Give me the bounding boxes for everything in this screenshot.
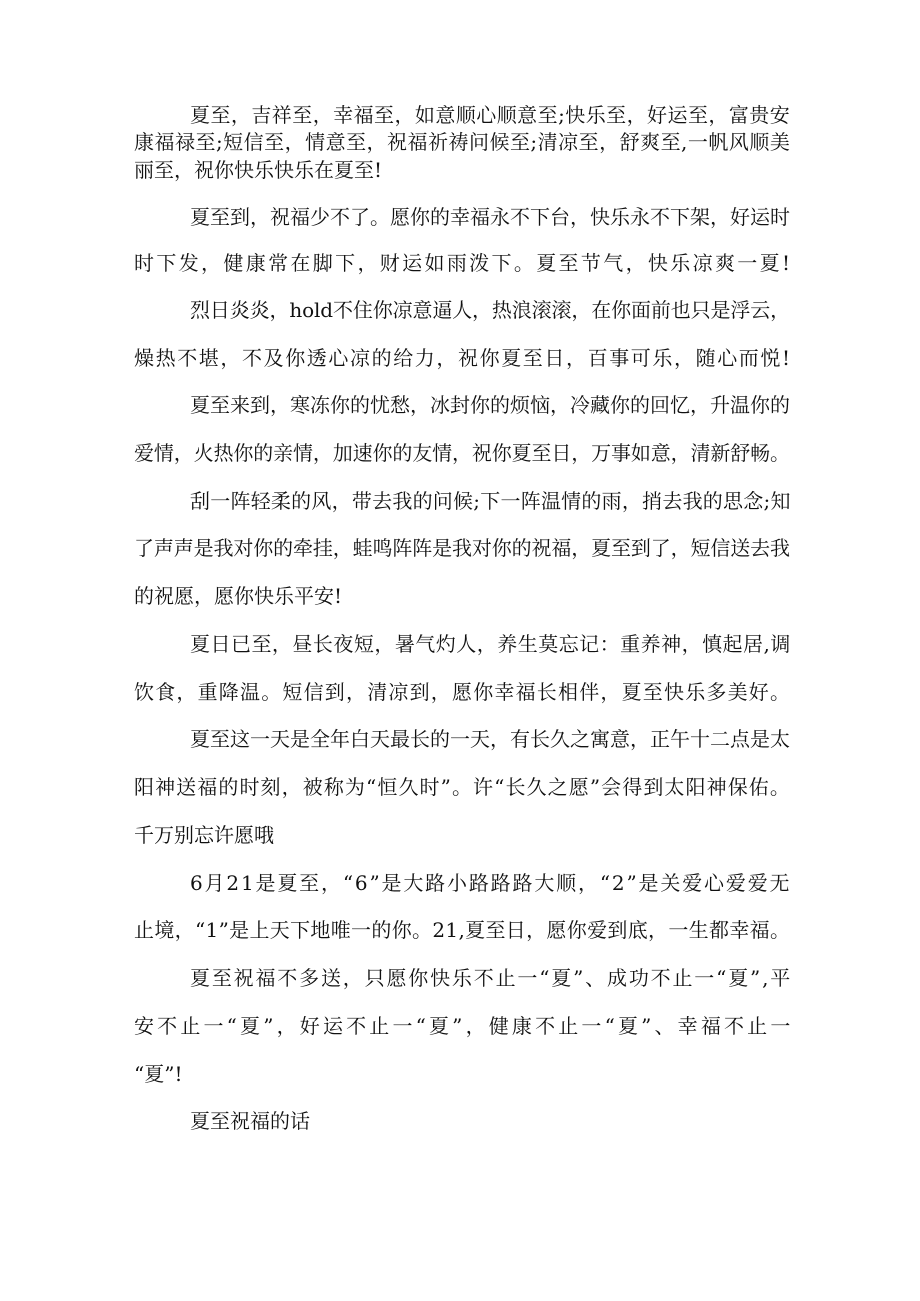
paragraph-8-line-1: 6月21是夏至，“6”是大路小路路路大顺，“2”是关爱心爱爱无	[190, 871, 792, 895]
paragraph-7-line-2: 阳神送福的时刻，被称为“恒久时”。许“长久之愿”会得到太阳神保佑。	[134, 775, 791, 799]
paragraph-5-line-2: 了声声是我对你的牵挂，蛙鸣阵阵是我对你的祝福，夏至到了，短信送去我	[134, 536, 790, 560]
paragraph-7-line-3: 千万别忘许愿哦	[134, 823, 274, 847]
paragraph-9-line-3: “夏”!	[134, 1062, 183, 1086]
paragraph-10-line-1: 夏至祝福的话	[190, 1109, 310, 1133]
paragraph-6-line-2: 饮食，重降温。短信到，清凉到，愿你幸福长相伴，夏至快乐多美好。	[134, 680, 792, 704]
paragraph-2-line-2: 时下发，健康常在脚下，财运如雨泼下。夏至节气，快乐凉爽一夏!	[134, 251, 793, 275]
paragraph-1-line-2: 康福禄至;短信至，情意至，祝福祈祷问候至;清凉至，舒爽至,一帆风顺美	[134, 130, 791, 154]
paragraph-9-line-1: 夏至祝福不多送，只愿你快乐不止一“夏”、成功不止一“夏”,平	[190, 966, 793, 990]
paragraph-3-line-1: 烈日炎炎，hold不住你凉意逼人，热浪滚滚，在你面前也只是浮云，	[190, 298, 790, 322]
paragraph-2-line-1: 夏至到，祝福少不了。愿你的幸福永不下台，快乐永不下架，好运时	[190, 205, 790, 229]
paragraph-3-line-2: 燥热不堪，不及你透心凉的给力，祝你夏至日，百事可乐，随心而悦!	[134, 346, 792, 370]
paragraph-4-line-1: 夏至来到，寒冻你的忧愁，冰封你的烦恼，冷藏你的回忆，升温你的	[190, 393, 790, 417]
paragraph-5-line-1: 刮一阵轻柔的风，带去我的问候;下一阵温情的雨，捎去我的思念;知	[190, 489, 791, 513]
paragraph-7-line-1: 夏至这一天是全年白天最长的一天，有长久之寓意，正午十二点是太	[190, 727, 790, 751]
paragraph-1-line-1: 夏至，吉祥至，幸福至，如意顺心顺意至;快乐至，好运至，富贵安	[190, 103, 791, 127]
paragraph-8-line-2: 止境，“1”是上天下地唯一的你。21,夏至日，愿你爱到底，一生都幸福。	[134, 918, 791, 942]
paragraph-4-line-2: 爱情，火热你的亲情，加速你的友情，祝你夏至日，万事如意，清新舒畅。	[134, 441, 790, 465]
paragraph-9-line-2: 安不止一“夏”，好运不止一“夏”，健康不止一“夏”、幸福不止一	[134, 1014, 794, 1038]
paragraph-5-line-3: 的祝愿，愿你快乐平安!	[134, 584, 343, 608]
paragraph-6-line-1: 夏日已至，昼长夜短，暑气灼人，养生莫忘记：重养神，慎起居,调	[190, 632, 791, 656]
paragraph-1-line-3: 丽至，祝你快乐快乐在夏至!	[134, 158, 383, 182]
